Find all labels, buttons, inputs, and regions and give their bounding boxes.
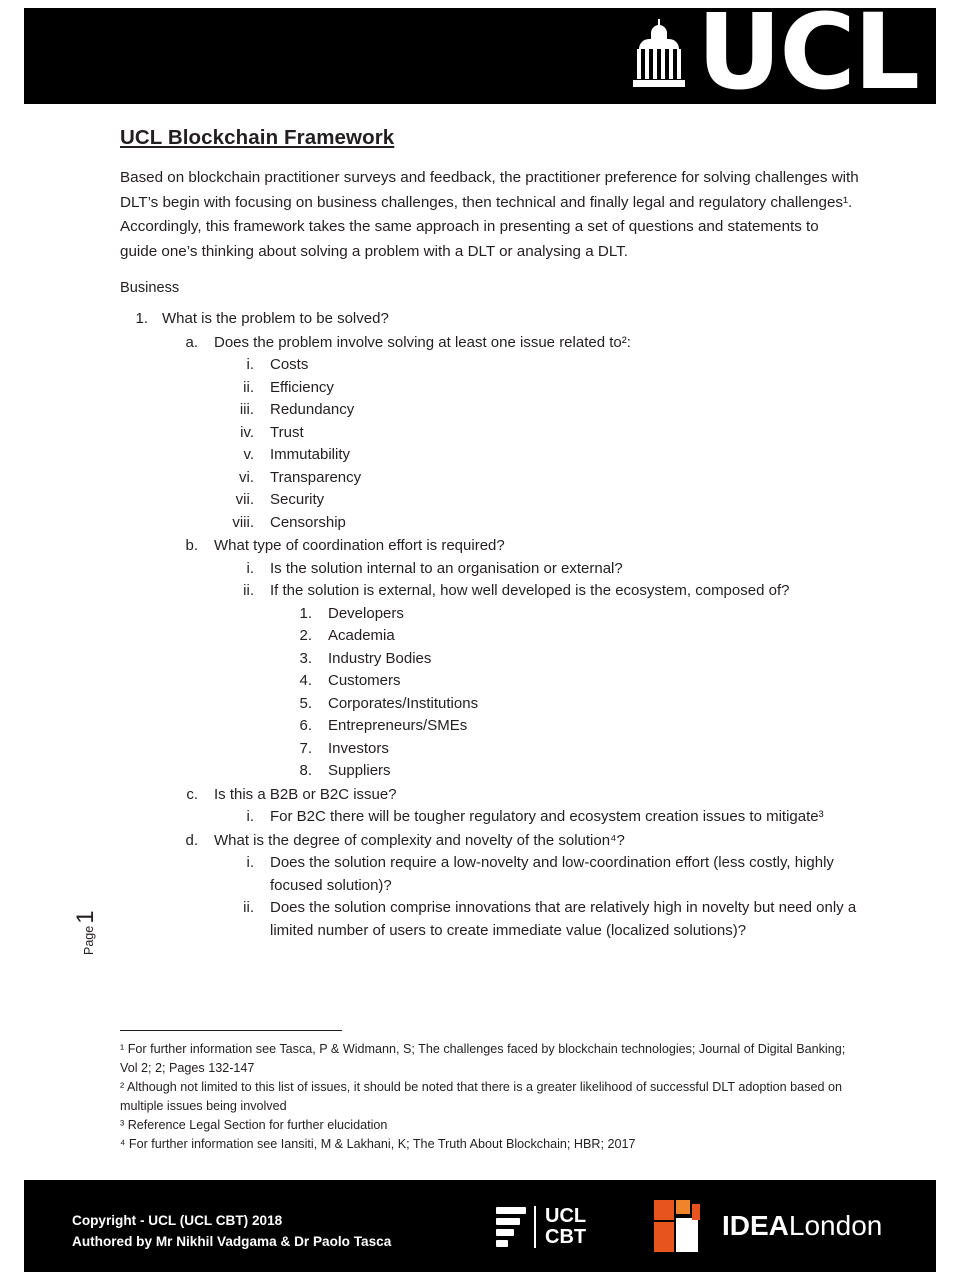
section-heading-business: Business [120,280,180,296]
list-item-text: What is the problem to be solved? [162,310,389,327]
footnotes [120,1030,860,1154]
idealondon-wordmark [722,1211,882,1241]
list-item [214,580,860,783]
outline-level-1 [120,308,860,942]
ucl-wordmark: UCL [696,8,918,104]
list-item-text: Censorship [270,513,346,531]
list-item [214,897,860,942]
list-item [270,648,860,671]
list-marker: 6. [299,717,312,734]
list-marker: iv. [240,423,254,441]
list-item [214,558,860,581]
list-item [214,806,860,829]
idea-thin-text: London [788,1210,883,1241]
list-marker: ii. [243,378,254,396]
list-item-text: What is the degree of complexity and novelty of the solution⁴? [214,831,625,849]
footer-authors: Authored by Mr Nikhil Vadgama & Dr Paolo Tasca [72,1234,392,1249]
list-marker: v. [243,446,254,463]
list-marker: ii. [243,899,254,916]
page-number-label: Page [82,925,96,955]
footnote-3: ³ Reference Legal Section for further elucidation [120,1118,388,1132]
list-item [214,852,860,897]
idea-bold-text: IDEA [722,1210,789,1241]
list-marker: 5. [299,694,312,712]
list-item [270,715,860,738]
list-item-text: Suppliers [328,762,391,779]
idealondon-logo [654,1200,882,1252]
list-marker: i. [246,559,254,577]
list-item [214,444,860,467]
list-marker: ii. [243,582,254,599]
list-item-text: Does the problem involve solving at least one issue related to²: [214,333,631,351]
footnote-2: ² Although not limited to this list of issues, it should be noted that there is a greater likelihood of successful DLT adoption based on multiple issues being involved [120,1080,842,1113]
document-body [120,126,860,944]
list-item-text: Industry Bodies [328,649,432,667]
list-item [120,308,860,942]
cbt-bars-icon [496,1207,526,1247]
list-item [270,760,860,783]
list-item-text: Academia [328,627,395,644]
intro-paragraph: Based on blockchain practitioner surveys and feedback, the practitioner preference for solving challenges with DLT’s begin with focusing on business challenges, then technical and finally legal and regulatory challenges¹. Accordingly, this framework takes the same approach in presenting a set of questions and statements to guide one’s thinking about solving a problem with a DLT or analysing a DLT. [120,169,859,260]
list-item [270,603,860,626]
outline-level-3 [214,806,860,829]
list-item-text: Investors [328,739,389,757]
list-item-text: Transparency [270,468,362,486]
list-item-text: For B2C there will be tougher regulatory and ecosystem creation issues to mitigate³ [270,808,824,825]
list-item-text: Immutability [270,446,351,463]
ucl-cbt-logo [496,1202,586,1252]
list-item [214,467,860,490]
list-marker: 1. [299,604,312,622]
page-footer [24,1180,936,1272]
page-header [24,8,936,104]
footer-credits [72,1210,391,1252]
footer-copyright: Copyright - UCL (UCL CBT) 2018 [72,1213,283,1228]
list-item [162,784,860,829]
list-marker: 2. [299,627,312,644]
outline-level-3 [214,558,860,783]
list-marker: viii. [232,513,254,531]
list-item [162,332,860,535]
footnote-4: ⁴ For further information see Iansiti, M & Lakhani, K; The Truth About Blockchain; HBR; 2017 [120,1137,636,1151]
list-marker: d. [185,831,198,849]
list-item-text: If the solution is external, how well developed is the ecosystem, composed of? [270,582,790,599]
list-item [214,377,860,400]
list-item-text: Entrepreneurs/SMEs [328,717,468,734]
list-item-text: Efficiency [270,378,334,396]
list-item-text: Is the solution internal to an organisation or external? [270,559,623,577]
list-marker: i. [246,356,254,373]
list-item-text: Costs [270,356,309,373]
list-item-text: Customers [328,672,401,689]
footnote-divider [120,1030,342,1031]
outline-level-3 [214,354,860,534]
idealondon-mark-icon [654,1200,712,1252]
list-item [162,830,860,943]
list-item-text: Trust [270,423,304,441]
list-marker: 1. [135,310,148,327]
list-item-text: Does the solution comprise innovations that are relatively high in novelty but need only a limited number of users to create immediate value (localized solutions)? [270,899,857,939]
list-item-text: What type of coordination effort is required? [214,537,505,554]
list-marker: 8. [299,762,312,779]
cbt-divider [534,1206,536,1248]
page-number-marker [72,910,100,955]
list-item [270,693,860,716]
list-item-text: Developers [328,604,404,622]
footnote-1: ¹ For further information see Tasca, P & Widmann, S; The challenges faced by blockchain technologies; Journal of Digital Banking; Vol 2; 2; Pages 132-147 [120,1042,846,1075]
list-marker: b. [185,537,198,554]
list-marker: vi. [239,468,254,486]
list-marker: i. [246,808,254,825]
cbt-wordmark [545,1206,586,1248]
list-item-text: Redundancy [270,401,355,418]
list-marker: 3. [299,649,312,667]
list-item [214,512,860,535]
list-marker: a. [185,333,198,351]
outline-level-3 [214,852,860,942]
list-marker: 7. [299,739,312,757]
list-item-text: Corporates/Institutions [328,694,479,712]
cbt-line-1: UCL [545,1205,587,1227]
list-item [270,625,860,648]
ucl-portico-icon [629,25,689,91]
list-item-text: Does the solution require a low-novelty and low-coordination effort (less costly, highly focused solution)? [270,854,834,894]
list-marker: iii. [239,401,254,418]
list-item [162,535,860,783]
list-item-text: Is this a B2B or B2C issue? [214,785,397,803]
list-marker: c. [186,785,198,803]
list-marker: vii. [235,491,254,508]
outline-level-2 [162,332,860,943]
page-number-value: 1 [72,910,99,924]
list-marker: 4. [299,672,312,689]
list-item [214,489,860,512]
list-item-text: Security [270,491,325,508]
outline-level-4 [270,603,860,783]
list-item [214,354,860,377]
list-item [270,738,860,761]
list-item [214,422,860,445]
page-title: UCL Blockchain Framework [120,126,395,149]
list-marker: i. [246,854,254,871]
list-item [214,399,860,422]
ucl-logo [629,8,918,102]
list-item [270,670,860,693]
cbt-line-2: CBT [545,1226,587,1248]
